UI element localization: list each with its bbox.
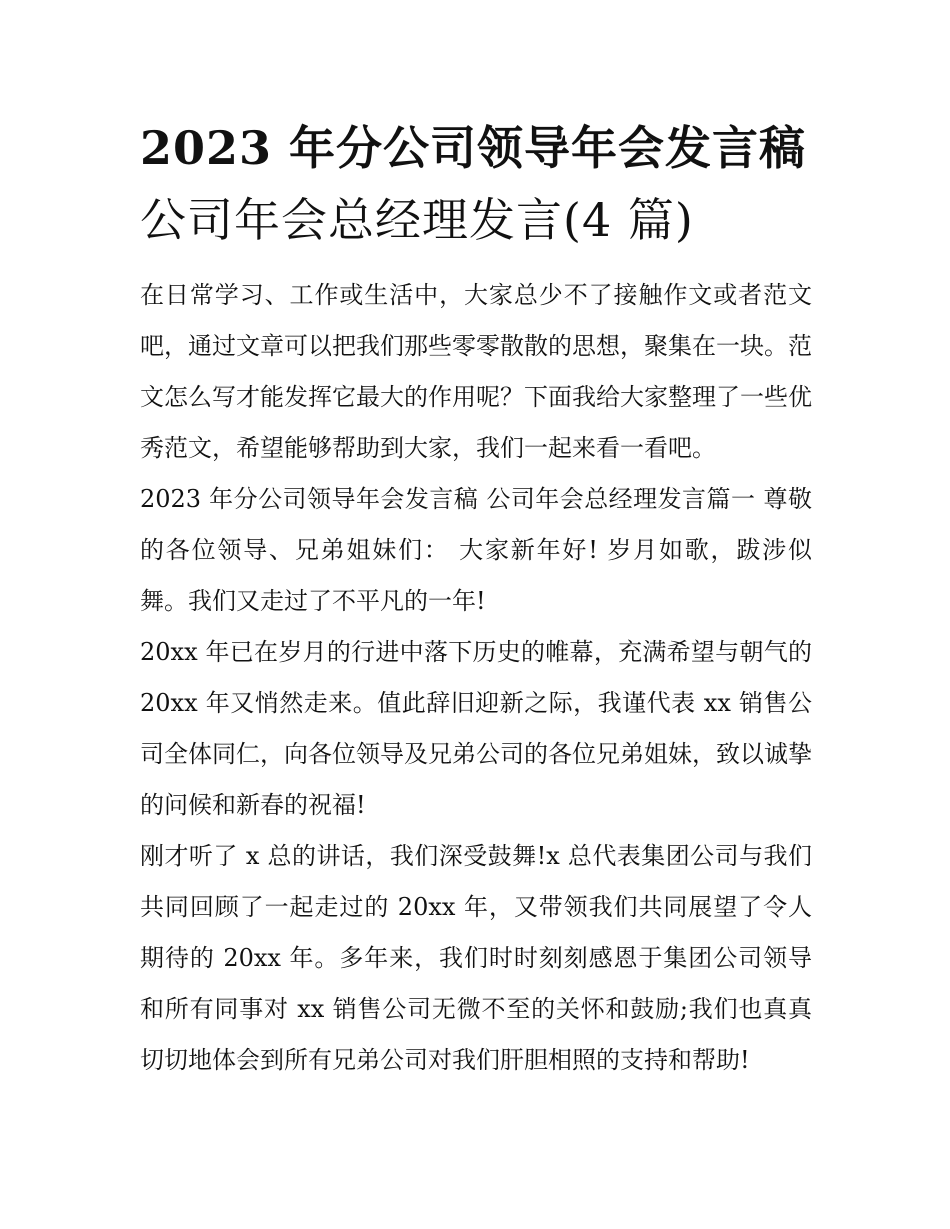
document-page [140,112,812,1086]
paragraph-greeting: 2023 年分公司领导年会发言稿 公司年会总经理发言篇一 尊敬的各位领导、兄弟姐妹们： 大家新年好! 岁月如歌，跋涉似舞。我们又走过了不平凡的一年! [140,485,812,615]
title-line-2: 公司年会总经理发言(4 篇) [140,193,694,247]
paragraph-new-year: 20xx 年已在岁月的行进中落下历史的帷幕，充满希望与朝气的 20xx 年又悄然走来。值此辞旧迎新之际，我谨代表 xx 销售公司全体同仁，向各位领导及兄弟公司的各位兄弟姐妹，致以诚挚的问候和新春的祝福! [140,638,812,819]
paragraph-thanks: 刚才听了 x 总的讲话，我们深受鼓舞!x 总代表集团公司与我们共同回顾了一起走过的 20xx 年，又带领我们共同展望了令人期待的 20xx 年。多年来，我们时时刻刻感恩于集团公司领导和所有同事对 xx 销售公司无微不至的关怀和鼓励;我们也真真切切地体会到所有兄弟公司对我们肝胆相照的支持和帮助! [140,842,812,1074]
document-title [140,112,812,256]
paragraph-intro: 在日常学习、工作或生活中，大家总少不了接触作文或者范文吧，通过文章可以把我们那些零零散散的思想，聚集在一块。范文怎么写才能发挥它最大的作用呢？下面我给大家整理了一些优秀范文，希望能够帮助到大家，我们一起来看一看吧。 [140,281,812,462]
title-line-1: 2023 年分公司领导年会发言稿 [140,121,807,175]
document-body [140,270,812,1086]
